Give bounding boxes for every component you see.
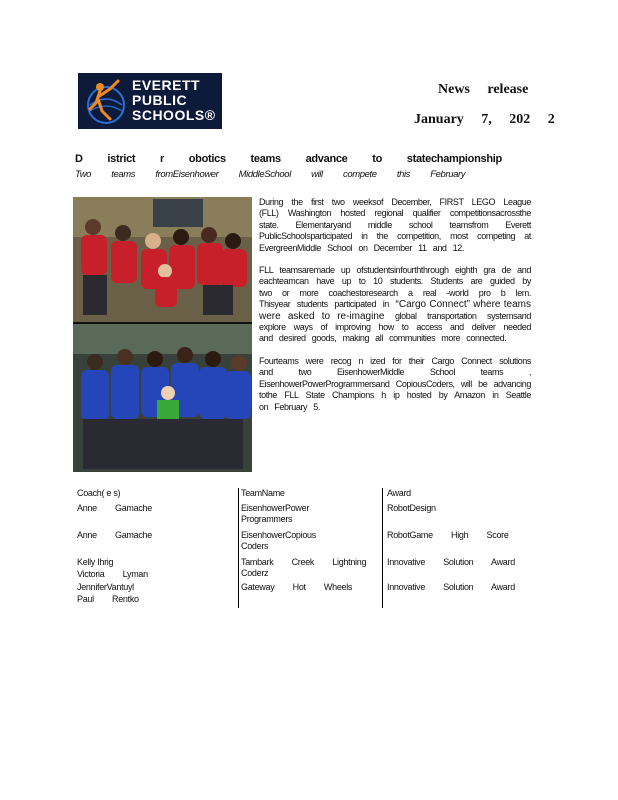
news-release-label: News release bbox=[438, 82, 529, 97]
article-headline: D istrict r obotics teams advance to statechampionship bbox=[75, 153, 502, 165]
district-logo bbox=[78, 73, 222, 129]
award-row-1: RobotDesign bbox=[387, 503, 436, 513]
team-row-2: EisenhowerCopious Coders bbox=[241, 530, 316, 552]
team-header: TeamName bbox=[241, 488, 285, 498]
coach-row-2: Anne Gamache bbox=[77, 530, 152, 540]
coach-row-6: Paul Rentko bbox=[77, 594, 139, 604]
coach-row-5: JenniferVantuyl bbox=[77, 582, 134, 592]
coach-column bbox=[77, 488, 227, 608]
paragraph-teams-continued: global transportation systemsand explore ways of improving how to access and deliver needed and desired goods, making all communities more connected. bbox=[259, 310, 532, 344]
article-subhead: Two teams fromEisenhower MiddleSchool will compete this February bbox=[75, 169, 466, 180]
team-row-3: Tambark Creek Lightning Coderz bbox=[241, 557, 367, 579]
award-row-5: Innovative Solution Award bbox=[387, 582, 515, 592]
logo-line-1: EVERETT bbox=[132, 77, 201, 93]
award-row-3: Innovative Solution Award bbox=[387, 557, 515, 567]
team-row-1: EisenhowerPower Programmers bbox=[241, 503, 310, 525]
paragraph-teams-text: FLL teamsaremade up ofstudentsinfourththrough eighth gra de and eachteamcan have up to 10 students. Students are guided by two or more coachestoresearch a real -world pro b lem. Thisyear students participated in bbox=[259, 265, 531, 310]
paragraph-advancing: Fourteams were recog n ized for their Cargo Connect solutions and two EisenhowerMiddle School teams , EisenhowerPowerProgrammersand CopiousCoders, will be advancing tothe FLL State Champions h ip hosted by Amazon in Seattle on February 5. bbox=[259, 355, 531, 412]
logo-figure-icon bbox=[80, 75, 132, 127]
award-column bbox=[382, 488, 535, 608]
cargo-connect-highlight: “Cargo Connect” where teams were asked to re-imagine bbox=[259, 299, 532, 322]
team-photo-collage bbox=[73, 197, 252, 472]
award-header: Award bbox=[387, 488, 411, 498]
coach-row-1: Anne Gamache bbox=[77, 503, 152, 513]
coach-header: Coach( e s) bbox=[77, 488, 121, 498]
logo-line-3: SCHOOLS® bbox=[132, 107, 216, 123]
paragraph-intro: During the first two weeksof December, FIRST LEGO League (FLL) Washington hosted regional qualifier competitionsacrossthe state. Elementaryand middle school teamsfrom Everett PublicSchoolsparticipated in the competition, most competing at EvergreenMiddle School on December 11 and 12. bbox=[259, 197, 531, 253]
coach-row-3: Kelly Ihrig bbox=[77, 557, 114, 567]
team-column bbox=[238, 488, 386, 608]
article-body bbox=[259, 197, 531, 424]
paragraph-teams bbox=[259, 265, 531, 345]
team-row-5: Gateway Hot Wheels bbox=[241, 582, 353, 592]
logo-wordmark bbox=[132, 78, 216, 123]
logo-line-2: PUBLIC bbox=[132, 92, 188, 108]
award-row-2: RobotGame High Score bbox=[387, 530, 509, 540]
awards-table bbox=[73, 488, 531, 608]
coach-row-4: Victoria Lyman bbox=[77, 569, 148, 579]
release-date: January 7, 202 2 bbox=[414, 112, 555, 127]
